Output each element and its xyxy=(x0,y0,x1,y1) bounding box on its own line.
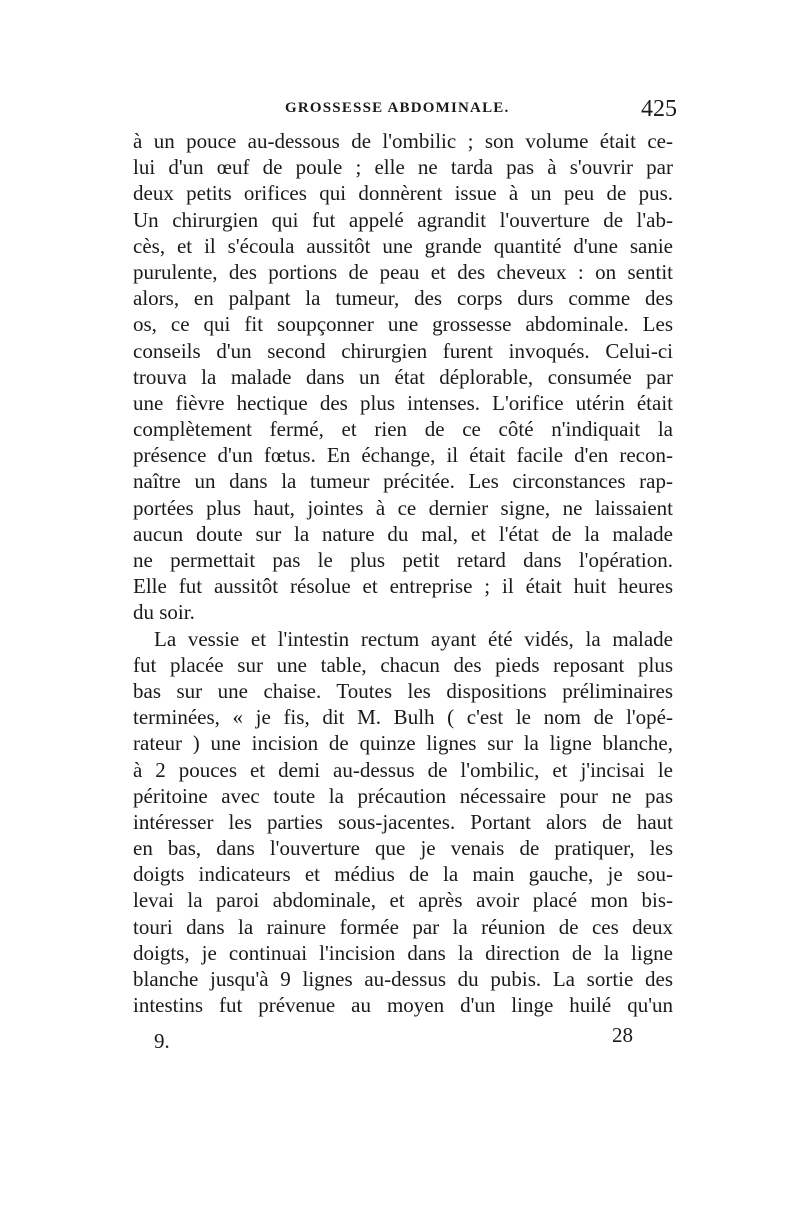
text-line: purulente, des portions de peau et des cheveux : on sentit xyxy=(133,259,673,284)
text-line: lui d'un œuf de poule ; elle ne tarda pas à s'ouvrir par xyxy=(133,155,673,180)
text-line: rateur ) une incision de quinze lignes sur la ligne blanche, xyxy=(133,731,673,756)
text-line: à 2 pouces et demi au-dessus de l'ombilic, et j'incisai le xyxy=(133,757,673,782)
text-line: présence d'un fœtus. En échange, il était facile d'en recon- xyxy=(133,443,673,468)
text-line: cès, et il s'écoula aussitôt une grande quantité d'une sanie xyxy=(133,233,673,258)
text-line: une fièvre hectique des plus intenses. L'orifice utérin était xyxy=(133,390,673,415)
text-line: Elle fut aussitôt résolue et entreprise ; il était huit heures xyxy=(133,574,673,599)
page-number: 425 xyxy=(641,96,677,122)
text-line: en bas, dans l'ouverture que je venais de pratiquer, les xyxy=(133,836,673,861)
body-text xyxy=(133,128,673,1018)
sheet-number: 28 xyxy=(612,1023,633,1047)
text-line: du soir. xyxy=(133,600,195,625)
text-line: naître un dans la tumeur précitée. Les circonstances rap- xyxy=(133,469,673,494)
page-footer xyxy=(133,1023,673,1057)
page-header xyxy=(133,96,685,128)
text-line: fut placée sur une table, chacun des pieds reposant plus xyxy=(133,652,673,677)
paragraph xyxy=(133,128,673,626)
text-line: bas sur une chaise. Toutes les dispositions préliminaires xyxy=(133,678,673,703)
text-line: portées plus haut, jointes à ce dernier signe, ne laissaient xyxy=(133,495,673,520)
signature-mark: 9. xyxy=(154,1029,170,1053)
running-title: GROSSESSE ABDOMINALE. xyxy=(285,100,510,116)
text-line: à un pouce au-dessous de l'ombilic ; son volume était ce- xyxy=(133,129,673,153)
text-line: deux petits orifices qui donnèrent issue à un peu de pus. xyxy=(133,181,673,206)
text-line: intéresser les parties sous-jacentes. Portant alors de haut xyxy=(133,809,673,834)
text-line: péritoine avec toute la précaution nécessaire pour ne pas xyxy=(133,783,673,808)
text-line: trouva la malade dans un état déplorable, consumée par xyxy=(133,364,673,389)
text-line: complètement fermé, et rien de ce côté n'indiquait la xyxy=(133,417,673,442)
paragraph xyxy=(133,626,673,1019)
text-line: doigts, je continuai l'incision dans la direction de la ligne xyxy=(133,940,673,965)
text-line: ne permettait pas le plus petit retard dans l'opération. xyxy=(133,548,673,572)
text-line: doigts indicateurs et médius de la main gauche, je sou- xyxy=(133,862,673,887)
text-line: conseils d'un second chirurgien furent invoqués. Celui-ci xyxy=(133,338,673,363)
text-line: terminées, « je fis, dit M. Bulh ( c'est le nom de l'opé- xyxy=(133,705,673,730)
text-line: intestins fut prévenue au moyen d'un linge huilé qu'un xyxy=(133,993,673,1018)
text-line: Un chirurgien qui fut appelé agrandit l'ouverture de l'ab- xyxy=(133,207,673,232)
text-line: aucun doute sur la nature du mal, et l'état de la malade xyxy=(133,521,673,546)
text-line: levai la paroi abdominale, et après avoir placé mon bis- xyxy=(133,888,673,913)
text-line: alors, en palpant la tumeur, des corps durs comme des xyxy=(133,286,673,311)
text-line: touri dans la rainure formée par la réunion de ces deux xyxy=(133,914,673,939)
text-line: La vessie et l'intestin rectum ayant été vidés, la malade xyxy=(154,626,673,651)
text-line: blanche jusqu'à 9 lignes au-dessus du pubis. La sortie des xyxy=(133,967,673,991)
text-line: os, ce qui fit soupçonner une grossesse abdominale. Les xyxy=(133,312,673,337)
